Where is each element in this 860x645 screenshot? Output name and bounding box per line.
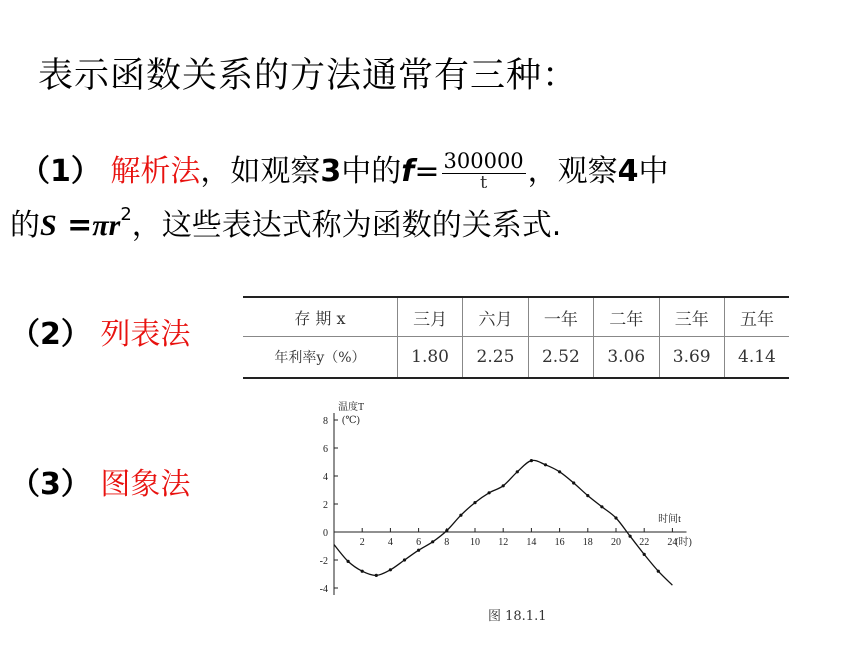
x-tick-label: 18 xyxy=(582,537,593,548)
variable-S: S xyxy=(40,209,57,242)
data-point xyxy=(643,553,646,556)
fraction-numerator: 300000 xyxy=(443,149,524,173)
y-tick-label: -4 xyxy=(319,584,328,595)
table-cell: 六月 xyxy=(463,297,528,337)
y-tick-label: 6 xyxy=(323,444,328,455)
y-axis-label: 温度T xyxy=(338,402,365,413)
y-tick-label: 2 xyxy=(323,500,328,511)
temperature-curve xyxy=(334,460,672,585)
exponent: 2 xyxy=(120,204,132,225)
method1-text-a: ，如观察 xyxy=(200,154,321,189)
pi-r: πr xyxy=(92,209,121,242)
table-cell: 存 期 x xyxy=(243,297,397,337)
x-tick-label: 4 xyxy=(387,537,393,548)
table-cell: 五年 xyxy=(724,297,789,337)
data-point xyxy=(488,491,491,494)
temperature-chart xyxy=(310,396,710,601)
method1-text-c: ，观察 xyxy=(527,154,618,189)
figure-caption: 图 18.1.1 xyxy=(488,609,547,624)
fraction-denominator: t xyxy=(479,174,488,188)
x-tick-label: 24 xyxy=(667,537,678,548)
interest-rate-table xyxy=(243,296,789,379)
method3-name: 图象法 xyxy=(100,467,191,502)
data-point xyxy=(614,516,617,519)
method2-line xyxy=(10,309,190,353)
data-point xyxy=(403,558,406,561)
equals-sign: = xyxy=(414,154,440,189)
y-tick-label: -2 xyxy=(319,556,328,567)
x-axis-label: 时间t xyxy=(658,514,681,525)
data-point xyxy=(361,570,364,573)
method1-line2-eq: = xyxy=(56,208,93,243)
data-point xyxy=(629,535,632,538)
y-tick-label: 4 xyxy=(323,472,328,483)
data-point xyxy=(558,470,561,473)
method2-name: 列表法 xyxy=(100,317,191,352)
data-point xyxy=(431,540,434,543)
y-tick-label: 8 xyxy=(323,416,328,427)
table-cell: 2.52 xyxy=(528,337,593,379)
table-cell: 三月 xyxy=(397,297,462,337)
method1-line2 xyxy=(10,200,561,244)
x-tick-label: 16 xyxy=(554,537,565,548)
method3-line xyxy=(10,459,190,503)
data-point xyxy=(544,463,547,466)
y-tick-label: 0 xyxy=(323,528,328,539)
method1-text-b: 中的 xyxy=(341,154,402,189)
table-row xyxy=(243,297,789,337)
x-axis-unit: (时) xyxy=(675,537,692,548)
method1-number: （1） xyxy=(20,154,101,189)
table-cell: 年利率y（%） xyxy=(243,337,397,379)
table-cell: 4.14 xyxy=(724,337,789,379)
x-tick-label: 10 xyxy=(470,537,480,548)
data-point xyxy=(657,570,660,573)
data-point xyxy=(516,470,519,473)
table-cell: 1.80 xyxy=(397,337,462,379)
observe-number-b: 4 xyxy=(617,154,639,189)
x-tick-label: 14 xyxy=(526,537,537,548)
x-tick-label: 22 xyxy=(639,537,650,548)
data-point xyxy=(530,459,533,462)
data-point xyxy=(445,529,448,532)
x-tick-label: 20 xyxy=(611,537,621,548)
table-row xyxy=(243,337,789,379)
table-cell: 二年 xyxy=(594,297,659,337)
data-point xyxy=(417,549,420,552)
method3-number: （3） xyxy=(10,467,91,502)
data-point xyxy=(586,494,589,497)
formula-fraction xyxy=(442,149,526,188)
data-point xyxy=(459,514,462,517)
method1-line2-a: 的 xyxy=(10,208,40,243)
method1-name: 解析法 xyxy=(110,154,201,189)
x-tick-label: 8 xyxy=(444,537,450,548)
x-tick-label: 6 xyxy=(416,537,422,548)
data-point xyxy=(347,560,350,563)
data-point xyxy=(600,505,603,508)
method1-line2-c: ，这些表达式称为函数的关系式. xyxy=(131,208,562,243)
method1-text-d: 中 xyxy=(638,154,669,189)
x-tick-label: 2 xyxy=(359,537,365,548)
table-cell: 3.69 xyxy=(659,337,724,379)
table-cell: 3.06 xyxy=(594,337,659,379)
function-f: f xyxy=(401,154,415,189)
slide-title: 表示函数关系的方法通常有三种： xyxy=(38,56,579,96)
y-axis-unit: (℃) xyxy=(342,415,360,426)
table-cell: 三年 xyxy=(659,297,724,337)
x-tick-label: 12 xyxy=(498,537,509,548)
data-point xyxy=(572,481,575,484)
method1-line1 xyxy=(20,146,669,192)
table-cell: 一年 xyxy=(528,297,593,337)
table-cell: 2.25 xyxy=(463,337,528,379)
data-point xyxy=(502,484,505,487)
method2-number: （2） xyxy=(10,317,91,352)
data-point xyxy=(389,568,392,571)
data-point xyxy=(473,501,476,504)
observe-number-a: 3 xyxy=(320,154,342,189)
data-point xyxy=(375,574,378,577)
